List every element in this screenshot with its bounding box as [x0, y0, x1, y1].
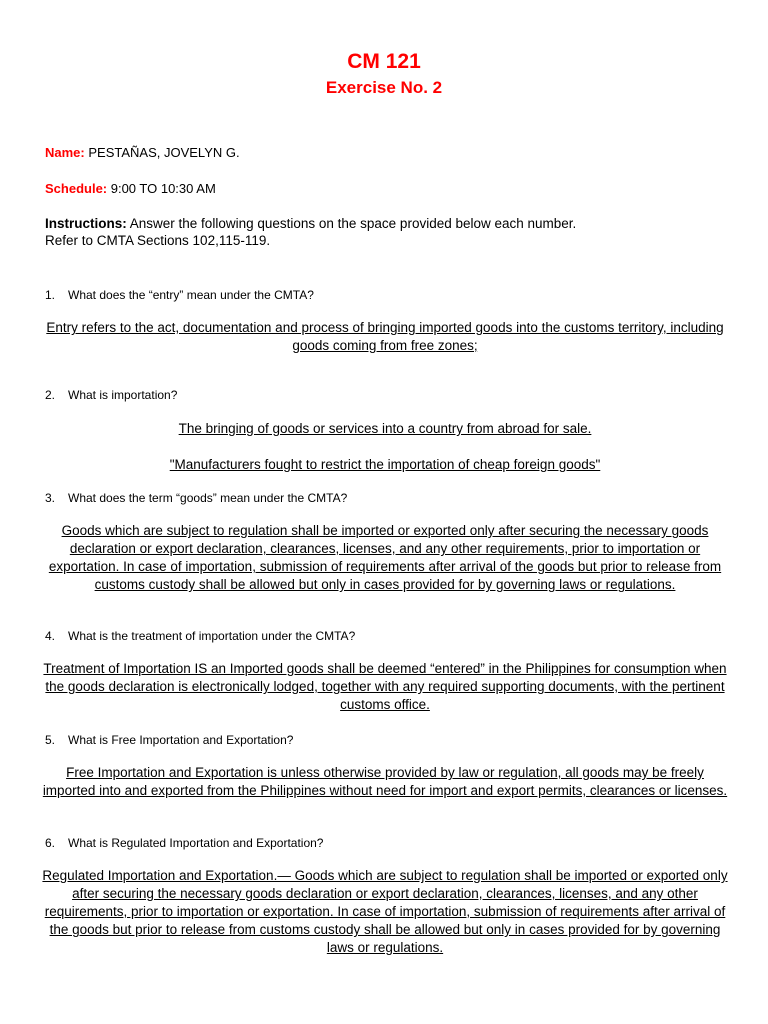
name-label: Name: [45, 145, 85, 160]
instructions-text: Answer the following questions on the space provided below each number. [126, 216, 577, 231]
name-field [45, 145, 240, 161]
schedule-label: Schedule: [45, 181, 108, 196]
question-number: 5. [45, 733, 56, 747]
instructions-block [45, 215, 745, 249]
question-number: 3. [45, 491, 56, 505]
question-text: What is importation? [68, 388, 178, 402]
question-text: What does the term “goods” mean under the CMTA? [68, 491, 348, 505]
answer-4: Treatment of Importation IS an Imported goods shall be deemed “entered” in the Philippines for consumption when the goods declaration is electronically lodged, together with any required supporting documents, with the pertinent customs office. [43, 661, 727, 712]
instructions-line-1 [45, 215, 745, 232]
instructions-line-2: Refer to CMTA Sections 102,115-119. [45, 233, 271, 248]
question-number: 6. [45, 836, 56, 850]
question-text: What is the treatment of importation under the CMTA? [68, 629, 356, 643]
question-3 [45, 491, 347, 506]
name-value: PESTAÑAS, JOVELYN G. [84, 145, 240, 160]
answer-2a: The bringing of goods or services into a country from abroad for sale. [178, 421, 592, 436]
answer-2b: "Manufacturers fought to restrict the importation of cheap foreign goods" [169, 457, 601, 472]
question-number: 4. [45, 629, 56, 643]
schedule-value: 9:00 TO 10:30 AM [107, 181, 216, 196]
question-5 [45, 733, 293, 748]
answer-3: Goods which are subject to regulation shall be imported or exported only after securing the necessary goods declaration or export declaration, clearances, licenses, and any other requirements, prior to importation or exportation. In case of importation, submission of requirements after arrival of the goods but prior to release from customs custody shall be allowed but only in cases provided for by governing laws or regulations. [48, 523, 722, 592]
answer-1: Entry refers to the act, documentation and process of bringing imported goods into the customs territory, including goods coming from free zones; [46, 320, 724, 353]
question-text: What is Regulated Importation and Exportation? [68, 836, 324, 850]
answer-6: Regulated Importation and Exportation.— Goods which are subject to regulation shall be imported or exported only after securing the necessary goods declaration or export declaration, clearances, licenses, and any other requirements, prior to importation or exportation. In case of importation, submission of requirements after arrival of the goods but prior to release from customs custody shall be allowed but only in cases provided for by governing laws or regulations. [42, 868, 728, 955]
schedule-field [45, 181, 216, 197]
instructions-label: Instructions: [45, 216, 127, 231]
question-1 [45, 288, 314, 303]
question-2 [45, 388, 177, 403]
question-number: 1. [45, 288, 56, 302]
question-6 [45, 836, 323, 851]
question-4 [45, 629, 355, 644]
question-text: What is Free Importation and Exportation? [68, 733, 294, 747]
question-number: 2. [45, 388, 56, 402]
course-title: CM 121 [347, 50, 421, 73]
exercise-title: Exercise No. 2 [325, 78, 443, 97]
question-text: What does the “entry” mean under the CMTA? [68, 288, 314, 302]
answer-5: Free Importation and Exportation is unless otherwise provided by law or regulation, all goods may be freely imported into and exported from the Philippines without need for import and export permits, clearances or licenses. [42, 765, 728, 798]
